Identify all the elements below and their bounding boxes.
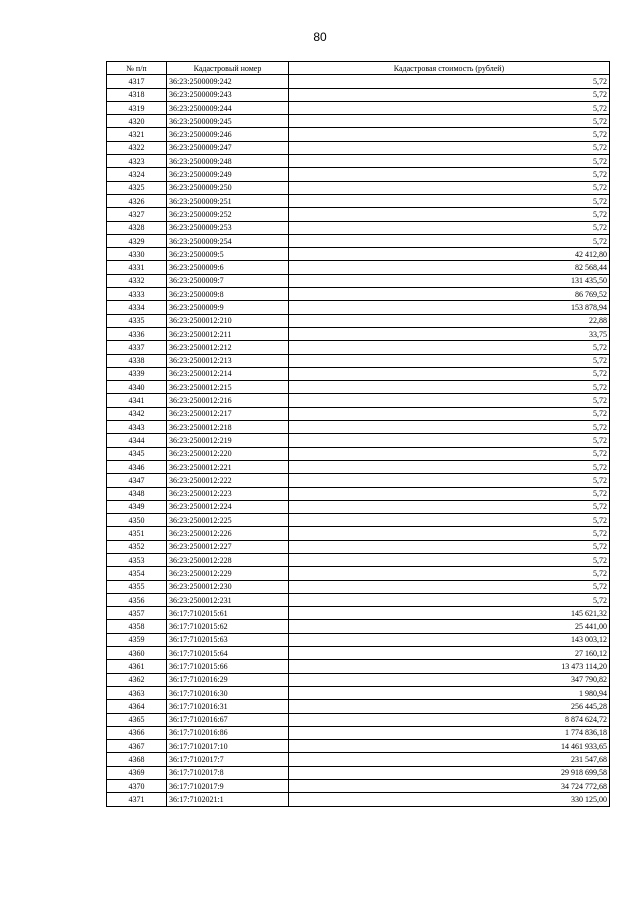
cadastral-number-cell: 36:23:2500009:9: [167, 301, 289, 314]
cadastral-value-cell: 131 435,50: [289, 274, 610, 287]
table-row: [107, 567, 610, 580]
table-row: [107, 101, 610, 114]
row-number-cell: 4355: [107, 580, 167, 593]
table-row: [107, 527, 610, 540]
cadastral-value-cell: 5,72: [289, 460, 610, 473]
cadastral-number-cell: 36:23:2500012:216: [167, 394, 289, 407]
row-number-cell: 4334: [107, 301, 167, 314]
table-row: [107, 713, 610, 726]
table-row: [107, 686, 610, 699]
table-row: [107, 327, 610, 340]
row-number-cell: 4317: [107, 75, 167, 88]
table-row: [107, 421, 610, 434]
row-number-cell: 4368: [107, 753, 167, 766]
cadastral-number-cell: 36:23:2500012:213: [167, 354, 289, 367]
cadastral-number-cell: 36:23:2500009:5: [167, 248, 289, 261]
table-row: [107, 354, 610, 367]
cadastral-number-cell: 36:23:2500012:229: [167, 567, 289, 580]
header-row: [107, 62, 610, 75]
cadastral-value-cell: 5,72: [289, 128, 610, 141]
cadastral-number-cell: 36:17:7102016:29: [167, 673, 289, 686]
cadastral-number-cell: 36:23:2500009:252: [167, 208, 289, 221]
table-row: [107, 314, 610, 327]
cadastral-value-cell: 82 568,44: [289, 261, 610, 274]
table-row: [107, 141, 610, 154]
row-number-cell: 4358: [107, 620, 167, 633]
row-number-cell: 4351: [107, 527, 167, 540]
cadastral-value-cell: 22,88: [289, 314, 610, 327]
table-row: [107, 620, 610, 633]
cadastral-number-cell: 36:23:2500009:246: [167, 128, 289, 141]
row-number-cell: 4340: [107, 381, 167, 394]
cadastral-value-cell: 5,72: [289, 527, 610, 540]
row-number-cell: 4336: [107, 327, 167, 340]
cadastral-number-cell: 36:23:2500009:242: [167, 75, 289, 88]
cadastral-number-cell: 36:23:2500012:211: [167, 327, 289, 340]
row-number-cell: 4356: [107, 593, 167, 606]
cadastral-value-cell: 145 621,32: [289, 607, 610, 620]
cadastral-value-cell: 5,72: [289, 88, 610, 101]
cadastral-value-cell: 330 125,00: [289, 793, 610, 806]
row-number-cell: 4342: [107, 407, 167, 420]
cadastral-value-cell: 5,72: [289, 474, 610, 487]
table-row: [107, 155, 610, 168]
row-number-cell: 4329: [107, 234, 167, 247]
cadastral-number-cell: 36:17:7102017:9: [167, 780, 289, 793]
cadastral-number-cell: 36:23:2500009:243: [167, 88, 289, 101]
row-number-cell: 4370: [107, 780, 167, 793]
row-number-cell: 4354: [107, 567, 167, 580]
cadastral-number-cell: 36:17:7102016:30: [167, 686, 289, 699]
cadastral-number-cell: 36:17:7102021:1: [167, 793, 289, 806]
cadastral-value-cell: 5,72: [289, 567, 610, 580]
row-number-cell: 4367: [107, 740, 167, 753]
cadastral-number-cell: 36:17:7102016:86: [167, 726, 289, 739]
cadastral-number-cell: 36:17:7102017:8: [167, 766, 289, 779]
cadastral-value-cell: 5,72: [289, 341, 610, 354]
cadastral-number-cell: 36:23:2500012:224: [167, 500, 289, 513]
row-number-cell: 4348: [107, 487, 167, 500]
cadastral-value-cell: 5,72: [289, 381, 610, 394]
row-number-cell: 4331: [107, 261, 167, 274]
cadastral-value-cell: 5,72: [289, 500, 610, 513]
cadastral-value-cell: 5,72: [289, 115, 610, 128]
cadastral-value-cell: 5,72: [289, 514, 610, 527]
cadastral-number-cell: 36:23:2500009:250: [167, 181, 289, 194]
cadastral-value-cell: 1 980,94: [289, 686, 610, 699]
table-row: [107, 274, 610, 287]
cadastral-number-cell: 36:23:2500012:217: [167, 407, 289, 420]
cadastral-value-cell: 5,72: [289, 447, 610, 460]
row-number-cell: 4323: [107, 155, 167, 168]
row-number-cell: 4364: [107, 700, 167, 713]
table-row: [107, 128, 610, 141]
page-number: 80: [313, 30, 327, 44]
cadastral-number-cell: 36:23:2500009:247: [167, 141, 289, 154]
cadastral-value-cell: 5,72: [289, 168, 610, 181]
table-row: [107, 367, 610, 380]
table-row: [107, 660, 610, 673]
table-row: [107, 407, 610, 420]
cadastral-value-cell: 5,72: [289, 208, 610, 221]
cadastral-value-cell: 27 160,12: [289, 647, 610, 660]
table-row: [107, 474, 610, 487]
cadastral-number-cell: 36:23:2500009:7: [167, 274, 289, 287]
cadastral-number-cell: 36:23:2500009:254: [167, 234, 289, 247]
row-number-cell: 4347: [107, 474, 167, 487]
cadastral-number-cell: 36:23:2500012:223: [167, 487, 289, 500]
cadastral-value-cell: 86 769,52: [289, 288, 610, 301]
table-header: [107, 62, 610, 75]
table-row: [107, 208, 610, 221]
cadastral-number-cell: 36:23:2500009:244: [167, 101, 289, 114]
row-number-cell: 4360: [107, 647, 167, 660]
cadastral-number-cell: 36:17:7102015:64: [167, 647, 289, 660]
row-number-cell: 4363: [107, 686, 167, 699]
row-number-cell: 4338: [107, 354, 167, 367]
cadastral-value-cell: 5,72: [289, 593, 610, 606]
cadastral-number-cell: 36:23:2500012:225: [167, 514, 289, 527]
table-row: [107, 460, 610, 473]
row-number-cell: 4319: [107, 101, 167, 114]
cadastral-number-cell: 36:23:2500012:214: [167, 367, 289, 380]
cadastral-value-cell: 5,72: [289, 234, 610, 247]
cadastral-number-cell: 36:23:2500012:228: [167, 553, 289, 566]
table-row: [107, 553, 610, 566]
row-number-cell: 4366: [107, 726, 167, 739]
cadastral-value-cell: 5,72: [289, 354, 610, 367]
cadastral-value-cell: 33,75: [289, 327, 610, 340]
table-row: [107, 780, 610, 793]
cadastral-value-cell: 13 473 114,20: [289, 660, 610, 673]
cadastral-value-table: [106, 61, 610, 807]
cadastral-value-cell: 5,72: [289, 141, 610, 154]
cadastral-number-cell: 36:23:2500012:227: [167, 540, 289, 553]
cadastral-number-cell: 36:17:7102016:31: [167, 700, 289, 713]
cadastral-number-cell: 36:23:2500012:230: [167, 580, 289, 593]
cadastral-value-cell: 25 441,00: [289, 620, 610, 633]
cadastral-number-cell: 36:23:2500009:8: [167, 288, 289, 301]
table-row: [107, 514, 610, 527]
cadastral-number-cell: 36:23:2500012:226: [167, 527, 289, 540]
cadastral-number-cell: 36:23:2500012:215: [167, 381, 289, 394]
table-row: [107, 115, 610, 128]
cadastral-value-cell: 153 878,94: [289, 301, 610, 314]
table-row: [107, 301, 610, 314]
row-number-cell: 4343: [107, 421, 167, 434]
cadastral-value-cell: 14 461 933,65: [289, 740, 610, 753]
cadastral-number-cell: 36:17:7102015:62: [167, 620, 289, 633]
table-row: [107, 221, 610, 234]
cadastral-number-cell: 36:23:2500009:245: [167, 115, 289, 128]
table-row: [107, 261, 610, 274]
cadastral-number-cell: 36:23:2500009:6: [167, 261, 289, 274]
cadastral-number-cell: 36:23:2500012:219: [167, 434, 289, 447]
cadastral-value-cell: 1 774 836,18: [289, 726, 610, 739]
cadastral-number-cell: 36:23:2500012:218: [167, 421, 289, 434]
row-number-cell: 4362: [107, 673, 167, 686]
cadastral-value-cell: 256 445,28: [289, 700, 610, 713]
row-number-cell: 4346: [107, 460, 167, 473]
table-body: [107, 75, 610, 806]
table-row: [107, 700, 610, 713]
table-row: [107, 500, 610, 513]
table-row: [107, 633, 610, 646]
table-row: [107, 434, 610, 447]
cadastral-number-cell: 36:23:2500012:231: [167, 593, 289, 606]
cadastral-value-cell: 5,72: [289, 75, 610, 88]
row-number-cell: 4349: [107, 500, 167, 513]
cadastral-number-cell: 36:17:7102015:61: [167, 607, 289, 620]
cadastral-value-cell: 5,72: [289, 421, 610, 434]
cadastral-value-cell: 34 724 772,68: [289, 780, 610, 793]
row-number-cell: 4352: [107, 540, 167, 553]
table-row: [107, 487, 610, 500]
cadastral-number-cell: 36:23:2500009:253: [167, 221, 289, 234]
table-row: [107, 447, 610, 460]
row-number-cell: 4353: [107, 553, 167, 566]
table-row: [107, 593, 610, 606]
cadastral-value-cell: 8 874 624,72: [289, 713, 610, 726]
cadastral-value-cell: 143 003,12: [289, 633, 610, 646]
cadastral-value-cell: 231 547,68: [289, 753, 610, 766]
table-row: [107, 75, 610, 88]
cadastral-value-cell: 5,72: [289, 540, 610, 553]
cadastral-number-cell: 36:23:2500012:222: [167, 474, 289, 487]
row-number-cell: 4332: [107, 274, 167, 287]
cadastral-value-cell: 5,72: [289, 181, 610, 194]
table-row: [107, 394, 610, 407]
row-number-cell: 4318: [107, 88, 167, 101]
cadastral-value-cell: 5,72: [289, 394, 610, 407]
cadastral-number-cell: 36:23:2500009:248: [167, 155, 289, 168]
cadastral-value-cell: 5,72: [289, 101, 610, 114]
table-row: [107, 288, 610, 301]
table-row: [107, 740, 610, 753]
row-number-cell: 4335: [107, 314, 167, 327]
cadastral-number-cell: 36:23:2500012:212: [167, 341, 289, 354]
row-number-cell: 4326: [107, 194, 167, 207]
table-row: [107, 753, 610, 766]
cadastral-number-cell: 36:23:2500012:220: [167, 447, 289, 460]
cadastral-number-cell: 36:17:7102016:67: [167, 713, 289, 726]
table-row: [107, 726, 610, 739]
row-number-cell: 4327: [107, 208, 167, 221]
row-number-cell: 4369: [107, 766, 167, 779]
cadastral-number-cell: 36:23:2500012:221: [167, 460, 289, 473]
row-number-cell: 4339: [107, 367, 167, 380]
cadastral-number-cell: 36:17:7102015:66: [167, 660, 289, 673]
cadastral-value-cell: 5,72: [289, 221, 610, 234]
row-number-cell: 4324: [107, 168, 167, 181]
header-cadastral-number: Кадастровый номер: [167, 62, 289, 75]
table-row: [107, 248, 610, 261]
table-row: [107, 766, 610, 779]
table-row: [107, 88, 610, 101]
row-number-cell: 4337: [107, 341, 167, 354]
row-number-cell: 4330: [107, 248, 167, 261]
cadastral-value-cell: 5,72: [289, 367, 610, 380]
row-number-cell: 4344: [107, 434, 167, 447]
row-number-cell: 4333: [107, 288, 167, 301]
table-row: [107, 234, 610, 247]
table-row: [107, 793, 610, 806]
row-number-cell: 4371: [107, 793, 167, 806]
row-number-cell: 4365: [107, 713, 167, 726]
row-number-cell: 4320: [107, 115, 167, 128]
table-row: [107, 647, 610, 660]
cadastral-number-cell: 36:23:2500009:251: [167, 194, 289, 207]
cadastral-value-cell: 5,72: [289, 407, 610, 420]
table-row: [107, 341, 610, 354]
table-row: [107, 607, 610, 620]
table-row: [107, 673, 610, 686]
table-row: [107, 540, 610, 553]
cadastral-value-cell: 347 790,82: [289, 673, 610, 686]
cadastral-value-cell: 5,72: [289, 580, 610, 593]
cadastral-number-cell: 36:17:7102017:10: [167, 740, 289, 753]
row-number-cell: 4322: [107, 141, 167, 154]
cadastral-number-cell: 36:17:7102017:7: [167, 753, 289, 766]
cadastral-value-cell: 5,72: [289, 553, 610, 566]
cadastral-value-cell: 5,72: [289, 434, 610, 447]
cadastral-number-cell: 36:23:2500009:249: [167, 168, 289, 181]
row-number-cell: 4321: [107, 128, 167, 141]
table-row: [107, 168, 610, 181]
row-number-cell: 4357: [107, 607, 167, 620]
row-number-cell: 4325: [107, 181, 167, 194]
table-row: [107, 580, 610, 593]
row-number-cell: 4361: [107, 660, 167, 673]
cadastral-number-cell: 36:23:2500012:210: [167, 314, 289, 327]
cadastral-value-cell: 29 918 699,58: [289, 766, 610, 779]
row-number-cell: 4328: [107, 221, 167, 234]
cadastral-value-cell: 5,72: [289, 487, 610, 500]
table-row: [107, 194, 610, 207]
cadastral-value-cell: 5,72: [289, 194, 610, 207]
header-cadastral-value: Кадастровая стоимость (рублей): [289, 62, 610, 75]
row-number-cell: 4359: [107, 633, 167, 646]
row-number-cell: 4350: [107, 514, 167, 527]
cadastral-number-cell: 36:17:7102015:63: [167, 633, 289, 646]
cadastral-value-cell: 42 412,80: [289, 248, 610, 261]
header-row-number: № п/п: [107, 62, 167, 75]
table-row: [107, 181, 610, 194]
row-number-cell: 4341: [107, 394, 167, 407]
cadastral-value-cell: 5,72: [289, 155, 610, 168]
row-number-cell: 4345: [107, 447, 167, 460]
table-row: [107, 381, 610, 394]
